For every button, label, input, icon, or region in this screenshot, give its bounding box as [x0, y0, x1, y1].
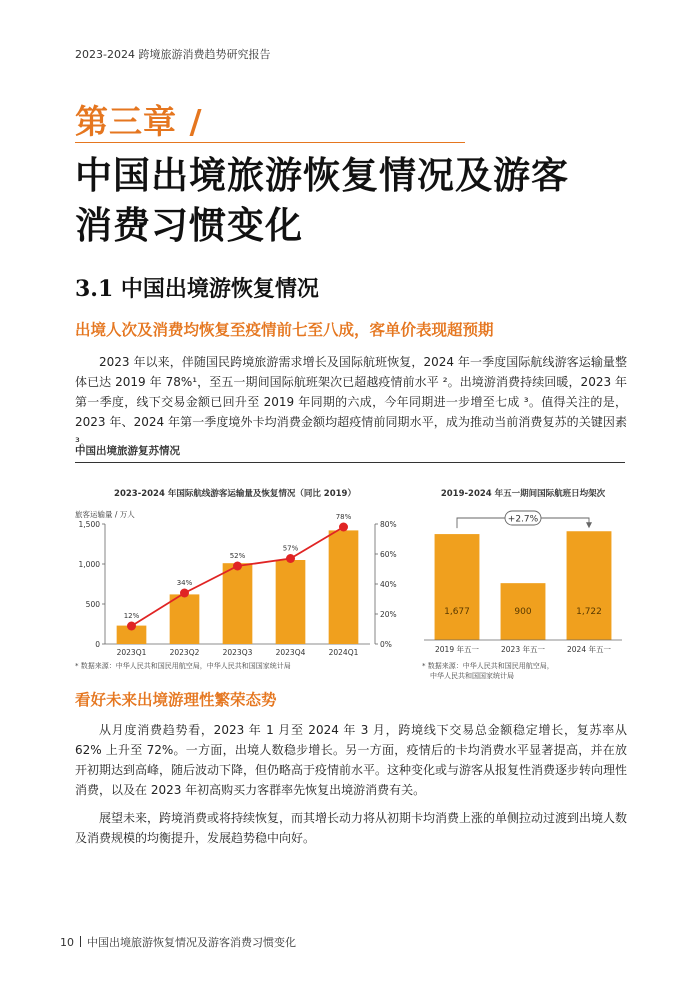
chart2-x-tick-label: 2023 年五一	[501, 645, 545, 654]
chart1-x-tick-label: 2023Q1	[116, 648, 147, 657]
chart1-x-tick-label: 2023Q4	[275, 648, 306, 657]
footer-separator	[80, 936, 81, 947]
chart1-line-point	[286, 554, 295, 563]
chart1-data-label: 34%	[176, 579, 193, 587]
chart1-source: * 数据来源：中华人民共和国民用航空局，中华人民共和国国家统计局	[75, 662, 291, 670]
chart1-ylabel: 旅客运输量 / 万人	[75, 510, 135, 519]
chart1-line-point	[339, 523, 348, 532]
chart1-line-point	[233, 562, 242, 571]
chart1-x-tick-label: 2024Q1	[328, 648, 359, 657]
chart1-line-point	[127, 622, 136, 631]
chart1-data-label: 57%	[282, 544, 299, 553]
chart1-y-tick-label: 500	[85, 600, 100, 609]
page-footer	[60, 934, 296, 950]
paragraph-3: 展望未来，跨境消费或将持续恢复，而其增长动力将从初期卡均消费上涨的单侧拉动过渡到出境人数及消费规模的均衡提升，发展趋势稳中向好。	[75, 811, 628, 845]
chart1-data-label: 78%	[335, 513, 352, 521]
figure-title: 中国出境旅游复苏情况	[75, 445, 180, 457]
chart1-bars	[117, 530, 359, 644]
page-number: 10	[60, 936, 74, 949]
chart1-y2-tick-label: 80%	[380, 520, 397, 529]
chart1-bar	[223, 563, 253, 644]
chart1-y2-tick-label: 40%	[380, 580, 397, 589]
chart1-y2-tick-label: 20%	[380, 610, 397, 619]
chart1-data-label: 52%	[229, 552, 246, 560]
chart2-bar	[567, 531, 612, 640]
chart2-title: 2019-2024 年五一期间国际航班日均架次	[440, 489, 606, 499]
chart1-y-tick-label: 1,500	[78, 520, 100, 529]
chart2-x-tick-label: 2024 年五一	[567, 645, 611, 654]
chart1-bar	[329, 530, 359, 644]
chart2-annotation	[457, 511, 592, 528]
report-header: 2023-2024 跨境旅游消费趋势研究报告	[75, 48, 271, 61]
chart1-x-tick-label: 2023Q2	[169, 648, 200, 657]
chart-intl-flights	[418, 480, 628, 680]
chart1-bar	[170, 594, 200, 644]
chart-passenger-volume	[75, 480, 410, 675]
chart1-y-tick-label: 1,000	[78, 560, 100, 569]
chart1-line-point	[180, 589, 189, 598]
subsection-title-2: 看好未来出境游理性繁荣态势	[75, 691, 277, 709]
chart1-y2-tick-label: 60%	[380, 550, 397, 559]
chapter-divider	[75, 142, 465, 143]
footer-chapter-name: 中国出境旅游恢复情况及游客消费习惯变化	[87, 936, 296, 949]
chart2-x-tick-label: 2019 年五一	[435, 645, 479, 654]
figure-divider	[75, 462, 625, 463]
chart2-value-label: 900	[514, 607, 532, 617]
subsection-title-1: 出境人次及消费均恢复至疫情前七至八成，客单价表现超预期	[75, 321, 494, 339]
chart2-source-line2: 中华人民共和国国家统计局	[430, 672, 514, 680]
chart2-bar	[435, 534, 480, 640]
chart1-bar	[276, 560, 306, 644]
chart2-arrow-head	[586, 522, 592, 528]
chart1-x-ticks	[117, 648, 359, 657]
paragraph-2: 从月度消费趋势看，2023 年 1 月至 2024 年 3 月，跨境线下交易总金额稳定增长，复苏率从 62% 上升至 72%。一方面，出境人数稳步增长。另一方面，疫情后的卡均消费水平显著提高，并在放开初期达到高峰，随后波动下降，但仍略高于疫情前水平。这种变化或与游客从报复性消费逐步转向理性消费，以及在 2023 年初高购买力客群率先恢复出境游消费有关。	[75, 723, 628, 797]
section-title: 3.1 中国出境游恢复情况	[75, 276, 319, 302]
chapter-title	[75, 150, 675, 250]
chart2-value-label: 1,722	[576, 607, 602, 617]
chart2-bars	[424, 531, 622, 654]
chart1-data-label: 12%	[123, 612, 140, 620]
chart2-value-label: 1,677	[444, 607, 470, 617]
chart1-y-tick-label: 0	[95, 640, 100, 649]
chart1-y2-ticks	[375, 520, 397, 649]
chart2-annotation-label: +2.7%	[507, 514, 539, 525]
paragraph-1: 2023 年以来，伴随国民跨境旅游需求增长及国际航班恢复，2024 年一季度国际航线游客运输量整体已达 2019 年 78%¹，至五一期间国际航班架次已超越疫情前水平 ²。出境游消费持续回暖，2023 年第一季度，线下交易金额已回升至 2019 年同期的六成，今年同期进一步增至七成 ³。值得关注的是，2023 年、2024 年第一季度境外卡均消费金额均超疫情前同期水平，成为推动当前消费复苏的关键因素 ³。	[75, 355, 627, 449]
chart2-source-line1: * 数据来源：中华人民共和国民用航空局，	[422, 662, 554, 670]
chart1-title: 2023-2024 年国际航线游客运输量及恢复情况（同比 2019）	[114, 489, 356, 499]
chapter-title-line2: 消费习惯变化	[75, 203, 303, 247]
chart1-x-tick-label: 2023Q3	[222, 648, 253, 657]
chapter-label: 第三章 /	[75, 102, 203, 141]
chart1-y-ticks	[79, 520, 105, 649]
chapter-title-line1: 中国出境旅游恢复情况及游客	[75, 153, 569, 197]
chart1-y2-tick-label: 0%	[380, 640, 392, 649]
